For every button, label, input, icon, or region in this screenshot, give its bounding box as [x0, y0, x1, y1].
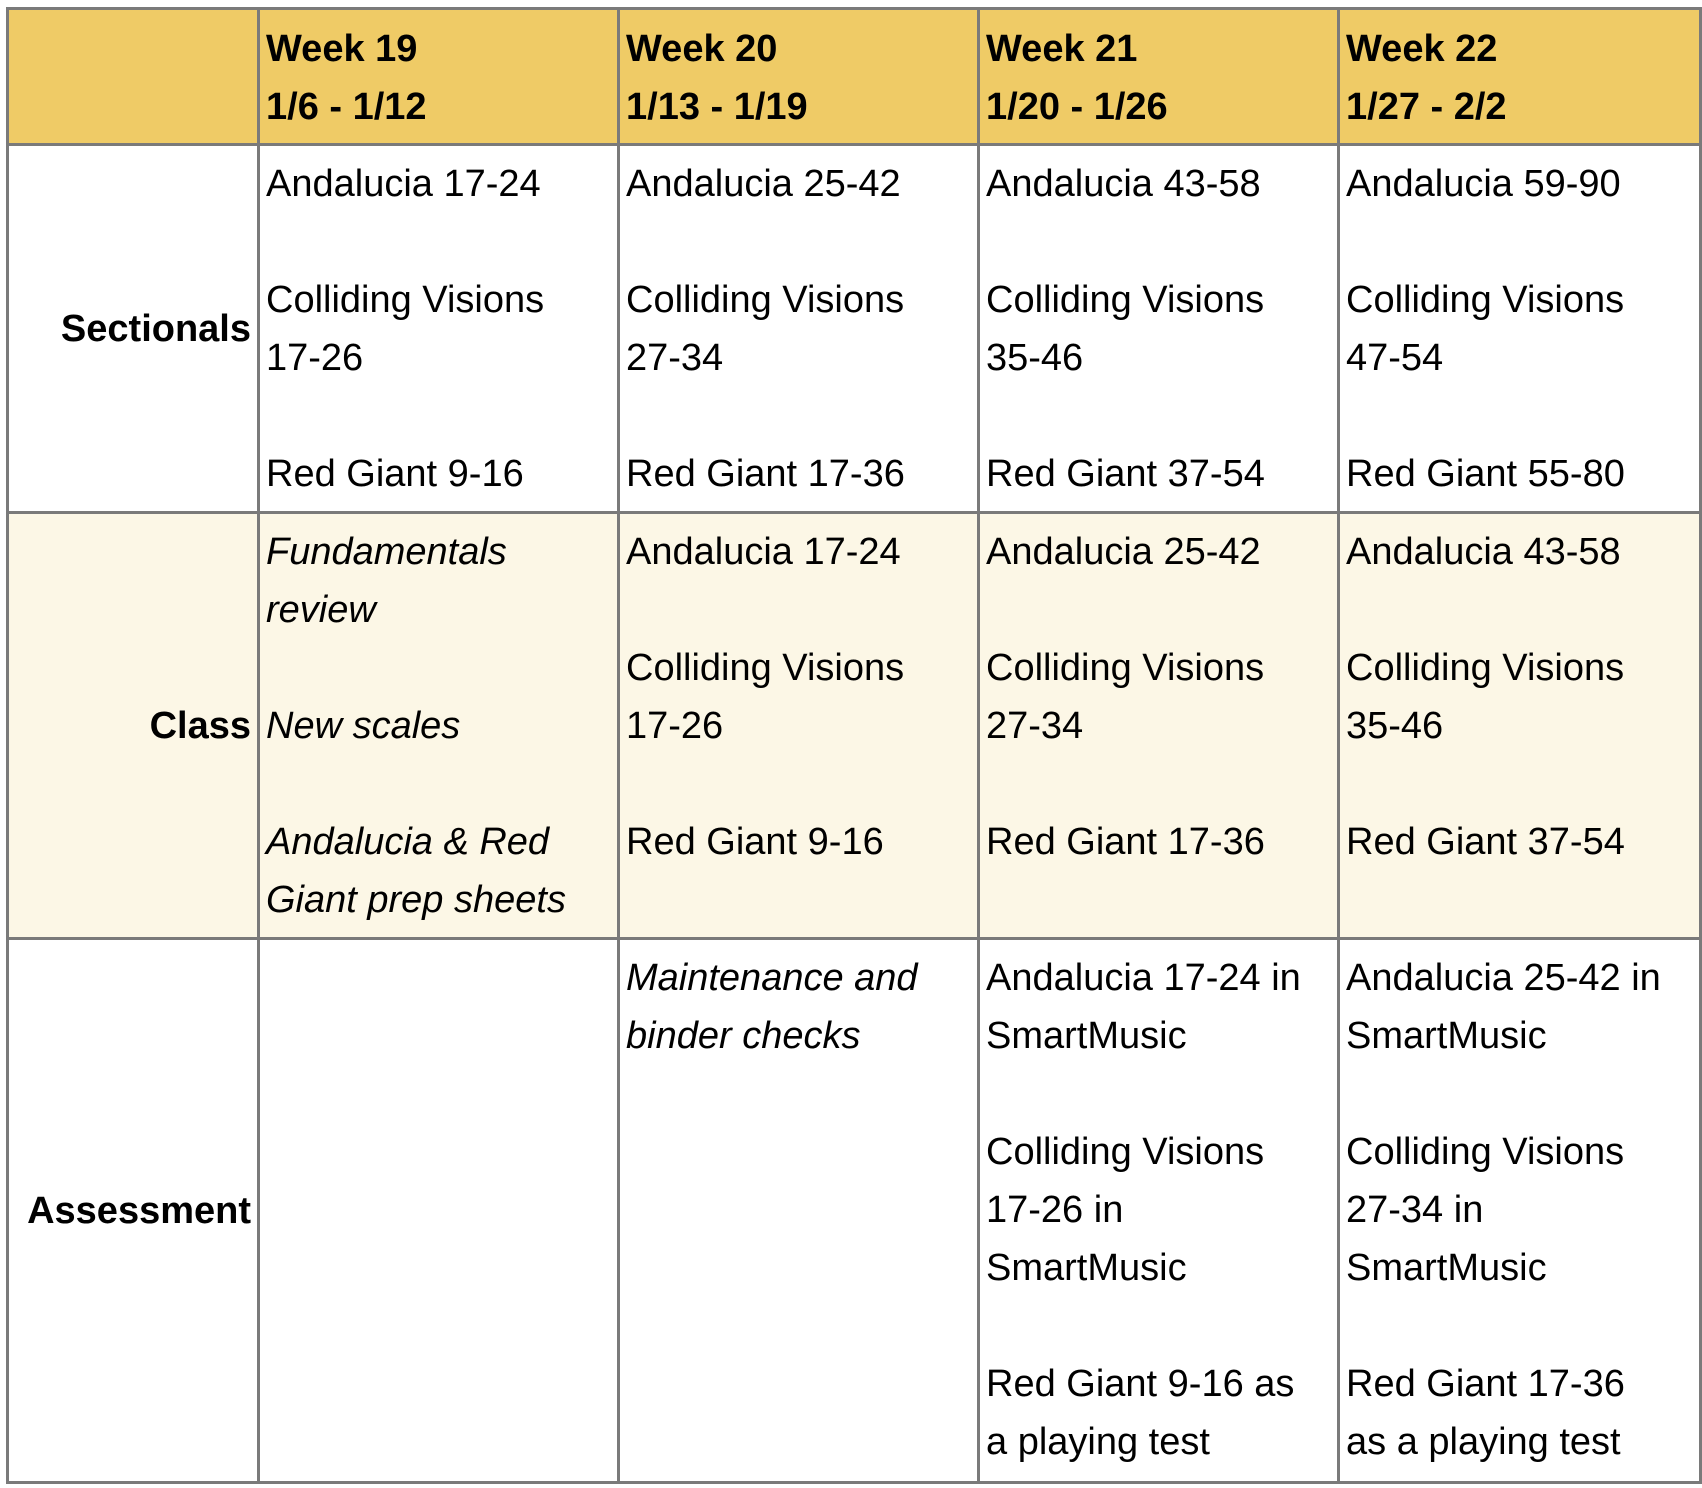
colliding-visions-text: Colliding Visions: [986, 647, 1265, 689]
red-giant-text: Red Giant 37-54: [1346, 821, 1625, 863]
colliding-visions-measures: 27-34: [986, 705, 1084, 747]
sectionals-week-21: [979, 145, 1339, 513]
week-dates: 1/13 - 1/19: [626, 86, 808, 128]
sectionals-row: [8, 145, 1701, 513]
red-giant-text: Red Giant 9-16 as: [986, 1363, 1295, 1405]
week-dates: 1/20 - 1/26: [986, 86, 1168, 128]
header-week-22: [1339, 9, 1701, 145]
week-dates: 1/27 - 2/2: [1346, 86, 1507, 128]
andalucia-text: Andalucia 43-58: [1346, 531, 1621, 573]
class-week-20: [619, 513, 979, 939]
colliding-visions-measures: 27-34: [626, 337, 724, 379]
week-label: Week 19: [266, 28, 418, 70]
red-giant-text-cont: a playing test: [986, 1421, 1210, 1463]
red-giant-text: Red Giant 55-80: [1346, 453, 1625, 495]
class-row: [8, 513, 1701, 939]
andalucia-text: Andalucia 17-24: [266, 163, 541, 205]
colliding-visions-text: Colliding Visions: [626, 279, 905, 321]
colliding-visions-measures: 17-26 in: [986, 1189, 1124, 1231]
colliding-visions-measures: 35-46: [986, 337, 1084, 379]
colliding-visions-measures: 17-26: [626, 705, 724, 747]
row-label-sectionals: Sectionals: [8, 145, 259, 513]
fundamentals-text-cont: review: [266, 589, 376, 631]
andalucia-text: Andalucia 17-24 in: [986, 957, 1301, 999]
class-week-19: [259, 513, 619, 939]
week-dates: 1/6 - 1/12: [266, 86, 427, 128]
colliding-visions-text-cont: SmartMusic: [986, 1247, 1187, 1289]
andalucia-text: Andalucia 17-24: [626, 531, 901, 573]
assessment-week-22: [1339, 939, 1701, 1483]
andalucia-text: Andalucia 25-42: [626, 163, 901, 205]
maintenance-text-cont: binder checks: [626, 1015, 861, 1057]
andalucia-text: Andalucia 25-42: [986, 531, 1261, 573]
prep-sheets-text: Andalucia & Red: [266, 821, 550, 863]
fundamentals-text: Fundamentals: [266, 531, 507, 573]
assessment-week-19: [259, 939, 619, 1483]
colliding-visions-text: Colliding Visions: [1346, 647, 1625, 689]
class-week-21: [979, 513, 1339, 939]
colliding-visions-text-cont: SmartMusic: [1346, 1247, 1547, 1289]
colliding-visions-measures: 35-46: [1346, 705, 1444, 747]
red-giant-text: Red Giant 17-36: [1346, 1363, 1625, 1405]
colliding-visions-text: Colliding Visions: [986, 279, 1265, 321]
colliding-visions-text: Colliding Visions: [1346, 279, 1625, 321]
header-week-21: [979, 9, 1339, 145]
red-giant-text: Red Giant 9-16: [626, 821, 884, 863]
sectionals-week-20: [619, 145, 979, 513]
colliding-visions-text: Colliding Visions: [986, 1131, 1265, 1173]
red-giant-text: Red Giant 9-16: [266, 453, 524, 495]
andalucia-text-cont: SmartMusic: [1346, 1015, 1547, 1057]
row-label-class: Class: [8, 513, 259, 939]
week-label: Week 21: [986, 28, 1138, 70]
red-giant-text: Red Giant 17-36: [986, 821, 1265, 863]
maintenance-text: Maintenance and: [626, 957, 918, 999]
red-giant-text-cont: as a playing test: [1346, 1421, 1621, 1463]
sectionals-week-19: [259, 145, 619, 513]
colliding-visions-text: Colliding Visions: [626, 647, 905, 689]
colliding-visions-measures: 17-26: [266, 337, 364, 379]
header-week-20: [619, 9, 979, 145]
assessment-week-20: [619, 939, 979, 1483]
assessment-row: [8, 939, 1701, 1483]
andalucia-text: Andalucia 43-58: [986, 163, 1261, 205]
sectionals-week-22: [1339, 145, 1701, 513]
colliding-visions-text: Colliding Visions: [1346, 1131, 1625, 1173]
red-giant-text: Red Giant 17-36: [626, 453, 905, 495]
week-label: Week 22: [1346, 28, 1498, 70]
row-label-assessment: Assessment: [8, 939, 259, 1483]
prep-sheets-text-cont: Giant prep sheets: [266, 879, 566, 921]
andalucia-text: Andalucia 25-42 in: [1346, 957, 1661, 999]
header-week-19: [259, 9, 619, 145]
header-row: [8, 9, 1701, 145]
colliding-visions-measures: 47-54: [1346, 337, 1444, 379]
colliding-visions-text: Colliding Visions: [266, 279, 545, 321]
colliding-visions-measures: 27-34 in: [1346, 1189, 1484, 1231]
header-corner-cell: [8, 9, 259, 145]
week-label: Week 20: [626, 28, 778, 70]
class-week-22: [1339, 513, 1701, 939]
red-giant-text: Red Giant 37-54: [986, 453, 1265, 495]
andalucia-text-cont: SmartMusic: [986, 1015, 1187, 1057]
new-scales-text: New scales: [266, 705, 461, 747]
andalucia-text: Andalucia 59-90: [1346, 163, 1621, 205]
schedule-table: [6, 7, 1702, 1484]
assessment-week-21: [979, 939, 1339, 1483]
